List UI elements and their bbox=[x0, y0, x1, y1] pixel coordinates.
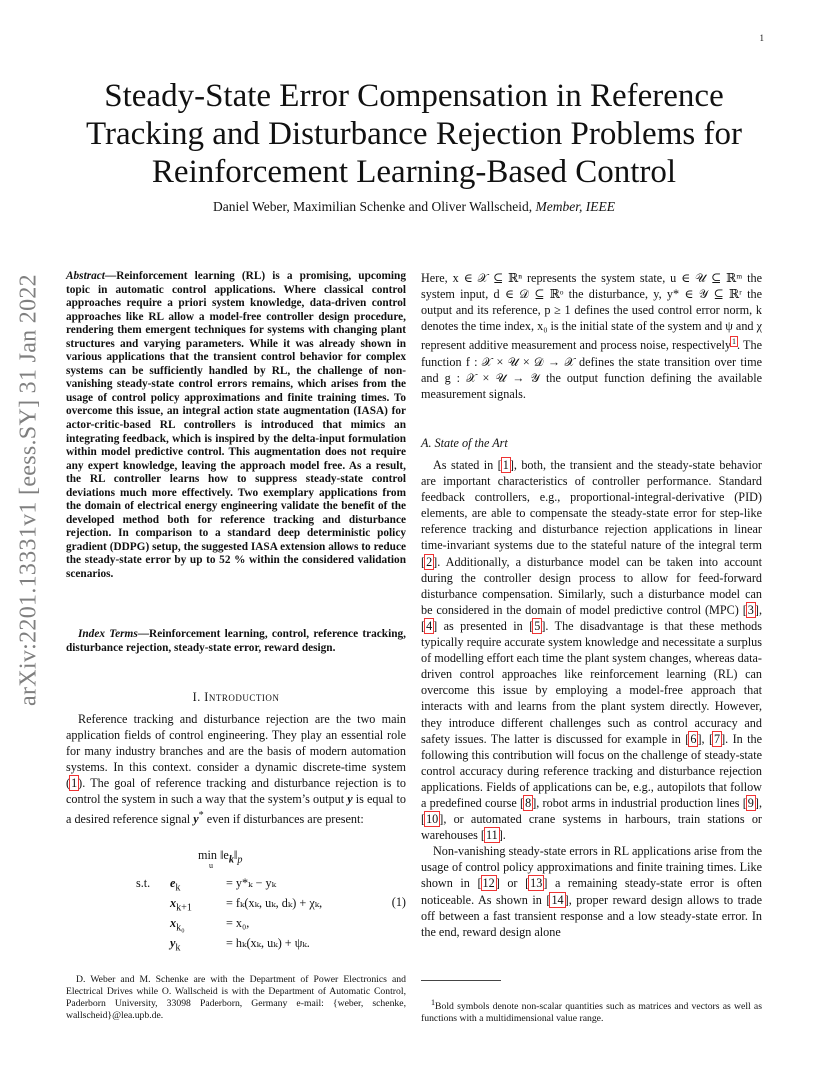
abstract-text: —Reinforcement learning (RL) is a promising, upcoming topic in automatic control applications. Where classical control approaches require a priori system knowledge, data-driven control approaches like RL allow a model-free controller design procedure, rendering them emergent techniques for systems with changing plant structures and varying parameters. While it was already shown in various applications that the transient control behavior for complex systems can be sufficiently handled by RL, the challenge of non-vanishing steady-state control errors remains, which arises from the usage of control policy approximations and finite training times. To overcome this issue, an integral action state augmentation (IASA) for actor-critic-based RL controllers is introduced that mimics an integrating feedback, which is inspired by the delta-input formulation within model predictive control. This augmentation does not require any expert knowledge, leaving the approach model free. As a result, the RL controller learns how to suppress steady-state control deviations much more effectively. Two exemplary applications from the domain of electrical energy engineering validate the benefit of the developed method both for reference tracking and disturbance rejection. In comparison to a standard deep deterministic policy gradient (DDPG) setup, the suggested IASA extension allows to reduce the steady-state error by up to 52 % within the considered validation scenarios. bbox=[66, 270, 406, 581]
equation-row: $x_{k_0}$ bbox=[170, 916, 185, 934]
equation-st-label: s.t. bbox=[136, 876, 151, 890]
citation-link[interactable]: 10 bbox=[426, 812, 439, 827]
citation-link[interactable]: 9 bbox=[747, 795, 754, 810]
equation-reference-link[interactable]: 1 bbox=[71, 776, 78, 791]
text-run: , both, the transient and the steady-state behavior are important characteristics of controller performance. Standard feedback controllers, e.g., proportional-integral-derivative (PID) elements, are able to compensate the steady-state error for step-like reference tracking and disturbance rejection applications in linear time-invariant systems due to the stateful nature of the integral term bbox=[421, 458, 762, 553]
citation-link[interactable]: 8 bbox=[525, 795, 532, 810]
text-run: . Additionally, a disturbance model can be taken into account during the controller design process to allow for feed-forward disturbance compensation. Similarly, such a disturbance model can be considered in the domain of model predictive control (MPC) bbox=[421, 554, 762, 617]
text-run: . The disadvantage is that these methods typically require accurate system knowledge and necessitate a surplus of modelling effort each time the plant system changes, whereas data-driven control approaches like reinforcement learning (RL) can overcome this issue by employing a model-free approach that interacts with and learns from the plant system directly. However, they introduce different challenges such as control accuracy and safety issues. The latter is discussed for example in bbox=[421, 618, 762, 746]
intro-paragraph: Reference tracking and disturbance rejection are the two main application fields of control engineering. They play an essential role for many industry branches and are the basis of modern automation systems. In this context. consider a dynamic discrete-time system (1). The goal of reference tracking and disturbance rejection is to control the system in such a way that the system’s output y is equal to a desired reference signal y* even if disturbances are present: bbox=[66, 712, 406, 826]
citation-link[interactable]: 11 bbox=[485, 828, 498, 843]
footnote-link[interactable]: 1 bbox=[732, 337, 736, 347]
index-terms-lead: Index Terms bbox=[78, 628, 138, 640]
text-run: Non-vanishing steady-state errors in RL applications arise from the usage of control policy approximations and finite training times. Like shown in bbox=[421, 844, 762, 891]
text-run: , proper reward design allows to trade off between a fast transient response and a low steady-state error. In the end, reward design alone bbox=[421, 892, 762, 939]
text-run: As stated in bbox=[433, 458, 498, 472]
equation-row-rhs: = y*ₖ − yₖ bbox=[226, 876, 277, 890]
citation-link[interactable]: 3 bbox=[747, 602, 754, 617]
index-terms bbox=[66, 628, 406, 655]
footnote-rule bbox=[421, 980, 501, 981]
affiliation-footnote: D. Weber and M. Schenke are with the Department of Power Electronics and Electrical Drives while O. Wallscheid is with the Department of Automatic Control, Paderborn University, 33098 Paderborn, Germany e-mail: {weber, schenke, wallscheid}@lea.upb.de. bbox=[66, 973, 406, 1022]
text-run: or bbox=[499, 876, 526, 891]
paper-title bbox=[60, 77, 768, 191]
equation-row-rhs: = fₖ(xₖ, uₖ, dₖ) + χₖ, bbox=[226, 896, 323, 910]
text-run: . bbox=[502, 828, 506, 843]
text-run: . In the following this contribution will focus on the challenge of steady-state control accuracy during reference tracking and disturbance rejection applications. Fields of applications can be, e.g., autopilots that follow a predefined course bbox=[421, 731, 763, 810]
footnote-1: $^1$Bold symbols denote non-scalar quantities such as matrices and vectors as well as functions with a multidimensional value range. bbox=[421, 997, 762, 1025]
steady-state-error-paragraph: Non-vanishing steady-state errors in RL applications arise from the usage of control policy approximations and finite training times. Like shown in [12] or [13] a remaining steady-state error is often noticeable. As shown in [14], proper reward design allows to trade off between a fast transient response and a low steady-state error. In the end, reward design alone bbox=[421, 844, 762, 939]
equation-min-subscript: u bbox=[209, 861, 213, 870]
title-line: Tracking and Disturbance Rejection Problems for bbox=[86, 116, 742, 152]
citation-link[interactable]: 2 bbox=[426, 554, 433, 569]
title-line: Steady-State Error Compensation in Reference bbox=[104, 78, 724, 114]
state-of-art-body bbox=[421, 457, 762, 940]
text-run: , bbox=[701, 731, 709, 746]
equation-row: $x_{k+1}$ bbox=[170, 896, 192, 914]
index-terms-text: —Reinforcement learning, control, reference tracking, disturbance rejection, steady-state error, reward design. bbox=[66, 628, 406, 654]
text-run: a remaining steady-state error is often noticeable. As shown in bbox=[421, 876, 762, 907]
citation-link[interactable]: 12 bbox=[482, 876, 495, 891]
state-of-art-paragraph: As stated in [1], both, the transient and the steady-state behavior are important characteristics of controller performance. Standard feedback controllers, e.g., proportional-integral-derivative (PID) elements, are able to compensate the steady-state error for step-like reference tracking and disturbance rejection applications in linear time-invariant systems due to the stateful nature of the integral term [2]. Additionally, a disturbance model can be taken into account during the controller design process to allow for feed-forward disturbance compensation. Similarly, such a disturbance model can be considered in the domain of model predictive control (MPC) [3], [4] as presented in [5]. The disadvantage is that these methods typically require accurate system knowledge and necessitate a surplus of modelling effort each time the plant system changes, whereas data-driven control approaches like reinforcement learning (RL) can overcome this issue by employing a model-free approach that interacts with and learns from the plant system directly. However, they introduce different challenges such as control accuracy and safety issues. The latter is discussed for example in [6], [7]. In the following this contribution will focus on the challenge of steady-state control accuracy during reference tracking and disturbance rejection applications. Fields of applications can be, e.g., autopilots that follow a predefined course [8], robot arms in industrial production lines [9], [10], or automated crane systems in harbours, train stations or warehouses [11]. bbox=[421, 458, 763, 843]
page-number: 1 bbox=[759, 33, 764, 43]
equation-row-rhs: = hₖ(xₖ, uₖ) + ψₖ. bbox=[226, 936, 310, 950]
citation-link[interactable]: 7 bbox=[714, 731, 721, 746]
equation-row: $y_k$ bbox=[170, 936, 181, 954]
title-line: Reinforcement Learning-Based Control bbox=[151, 154, 677, 190]
equation-objective: $\min ‖e_k‖_p$ bbox=[198, 848, 243, 866]
citation-link[interactable]: 5 bbox=[534, 618, 541, 633]
citation-link[interactable]: 14 bbox=[551, 892, 564, 907]
arxiv-stamp: arXiv:2201.13331v1 [eess.SY] 31 Jan 2022 bbox=[15, 274, 42, 706]
notation-paragraph: Here, x ∈ 𝒳 ⊆ ℝⁿ represents the system state, u ∈ 𝒰 ⊆ ℝᵐ the system input, d ∈ 𝒟 ⊆ ℝᵒ the disturbance, y, y* ∈ 𝒴 ⊆ ℝʳ the output and its reference, p ≥ 1 defines the used control error norm, k denotes the time index, x₀ is the initial state of the system and ψ and χ represent additive measurement and process noise, respectively$^1$. The function f : 𝒳 × 𝒰 × 𝒟 → 𝒳 defines the state transition over time and g : 𝒳 × 𝒰 → 𝒴 the output function defining the available measurement signals. bbox=[421, 271, 762, 401]
citation-link[interactable]: 1 bbox=[502, 458, 509, 472]
equation-number: (1) bbox=[391, 895, 406, 909]
section-heading-introduction: I. Introduction bbox=[192, 690, 280, 704]
text-run: , or automated crane systems in harbours, train stations or warehouses bbox=[421, 812, 762, 843]
citation-link[interactable]: 13 bbox=[530, 876, 543, 891]
section-title: Introduction bbox=[204, 690, 280, 704]
text-run: , robot arms in industrial production lines bbox=[536, 795, 743, 810]
equation-1 bbox=[66, 848, 406, 958]
author-names: Daniel Weber, Maximilian Schenke and Oliver Wallscheid, bbox=[212, 199, 533, 214]
author-membership: Member, IEEE bbox=[535, 199, 616, 214]
abstract-lead: Abstract bbox=[66, 270, 105, 282]
equation-row: $e_k$ bbox=[170, 876, 181, 894]
text-run: , bbox=[758, 795, 762, 810]
citation-link[interactable]: 6 bbox=[690, 731, 697, 746]
abstract bbox=[66, 270, 406, 582]
text-run: , bbox=[758, 602, 762, 617]
subsection-heading: A. State of the Art bbox=[421, 436, 508, 450]
text-run: as presented in bbox=[437, 618, 530, 633]
equation-row-rhs: = x₀, bbox=[226, 916, 250, 930]
citation-link[interactable]: 4 bbox=[426, 618, 433, 633]
author-list bbox=[60, 199, 768, 215]
